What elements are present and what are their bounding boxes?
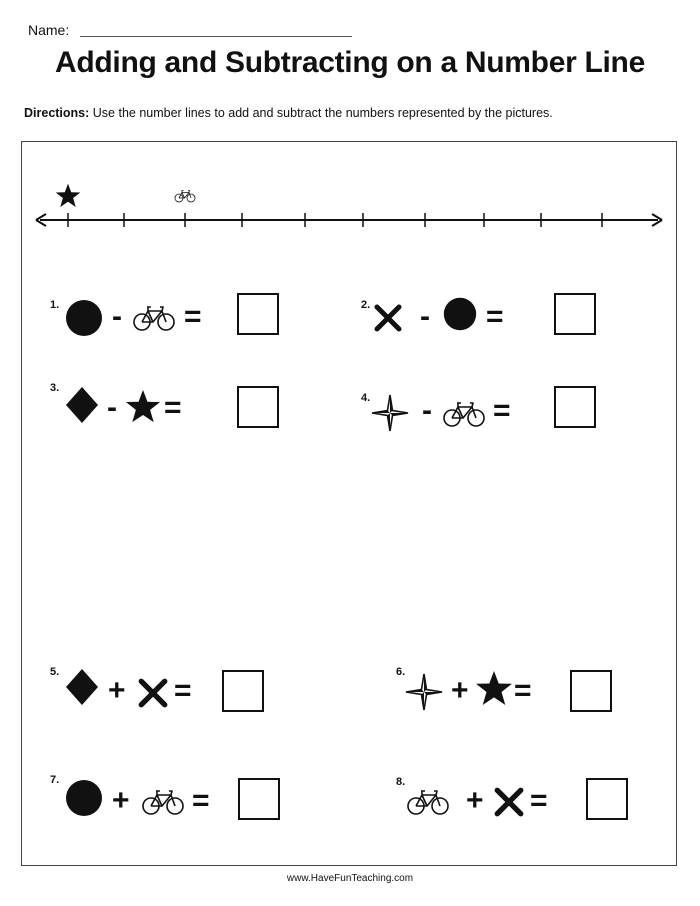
answer-box-2[interactable]	[554, 293, 596, 335]
bicycle-icon	[175, 191, 195, 203]
number-line-1	[0, 170, 700, 280]
problem-6-equals: =	[514, 674, 532, 707]
problem-4-operator: -	[422, 394, 432, 427]
name-label: Name:	[28, 22, 70, 38]
x-icon	[373, 303, 403, 333]
circle-icon	[64, 778, 104, 818]
problem-8-number: 8.	[396, 776, 406, 788]
problem-3-operator: -	[107, 391, 117, 424]
answer-box-5[interactable]	[222, 670, 264, 712]
footer-website: www.HaveFunTeaching.com	[286, 873, 414, 884]
problem-8-equals: =	[530, 784, 548, 817]
problem-1-equals: =	[184, 300, 202, 333]
bicycle-icon	[141, 787, 185, 817]
circle-icon	[64, 298, 104, 338]
answer-box-6[interactable]	[570, 670, 612, 712]
problem-8-operator: +	[466, 784, 484, 817]
x-icon	[493, 786, 525, 818]
directions-text: Use the number lines to add and subtract the numbers represented by the pictures.	[89, 106, 553, 120]
problem-5-operator: +	[108, 674, 126, 707]
answer-box-4[interactable]	[554, 386, 596, 428]
answer-box-7[interactable]	[238, 778, 280, 820]
problem-2-equals: =	[486, 300, 504, 333]
page-title: Adding and Subtracting on a Number Line	[55, 46, 645, 79]
directions-label: Directions:	[24, 106, 90, 120]
problem-7-number: 7.	[50, 774, 60, 786]
problem-7-operator: +	[112, 784, 130, 817]
bicycle-icon	[132, 303, 176, 333]
answer-box-1[interactable]	[237, 293, 279, 335]
problem-3-equals: =	[164, 391, 182, 424]
bicycle-icon	[406, 787, 450, 817]
sparkle-icon	[404, 672, 444, 712]
problem-2-operator: -	[420, 300, 430, 333]
diamond-icon	[64, 667, 100, 707]
x-icon	[137, 677, 169, 709]
problem-1-number: 1.	[50, 299, 60, 311]
sparkle-icon	[370, 393, 410, 433]
problem-1-operator: -	[112, 300, 122, 333]
answer-box-8[interactable]	[586, 778, 628, 820]
problem-2-number: 2.	[361, 299, 371, 311]
star-icon	[474, 670, 514, 708]
problem-3-number: 3.	[50, 382, 60, 394]
problem-5-equals: =	[174, 674, 192, 707]
problem-4-number: 4.	[361, 392, 371, 404]
problem-7-equals: =	[192, 784, 210, 817]
bicycle-icon	[442, 399, 486, 429]
answer-box-3[interactable]	[237, 386, 279, 428]
star-icon	[56, 184, 81, 207]
directions	[24, 106, 553, 120]
diamond-icon	[64, 385, 100, 425]
problem-6-number: 6.	[396, 666, 406, 678]
number-line-2	[0, 522, 700, 632]
problem-5-number: 5.	[50, 666, 60, 678]
name-line	[80, 36, 352, 37]
problem-6-operator: +	[451, 674, 469, 707]
problem-4-equals: =	[493, 394, 511, 427]
star-icon	[124, 389, 162, 425]
circle-icon	[442, 296, 478, 332]
